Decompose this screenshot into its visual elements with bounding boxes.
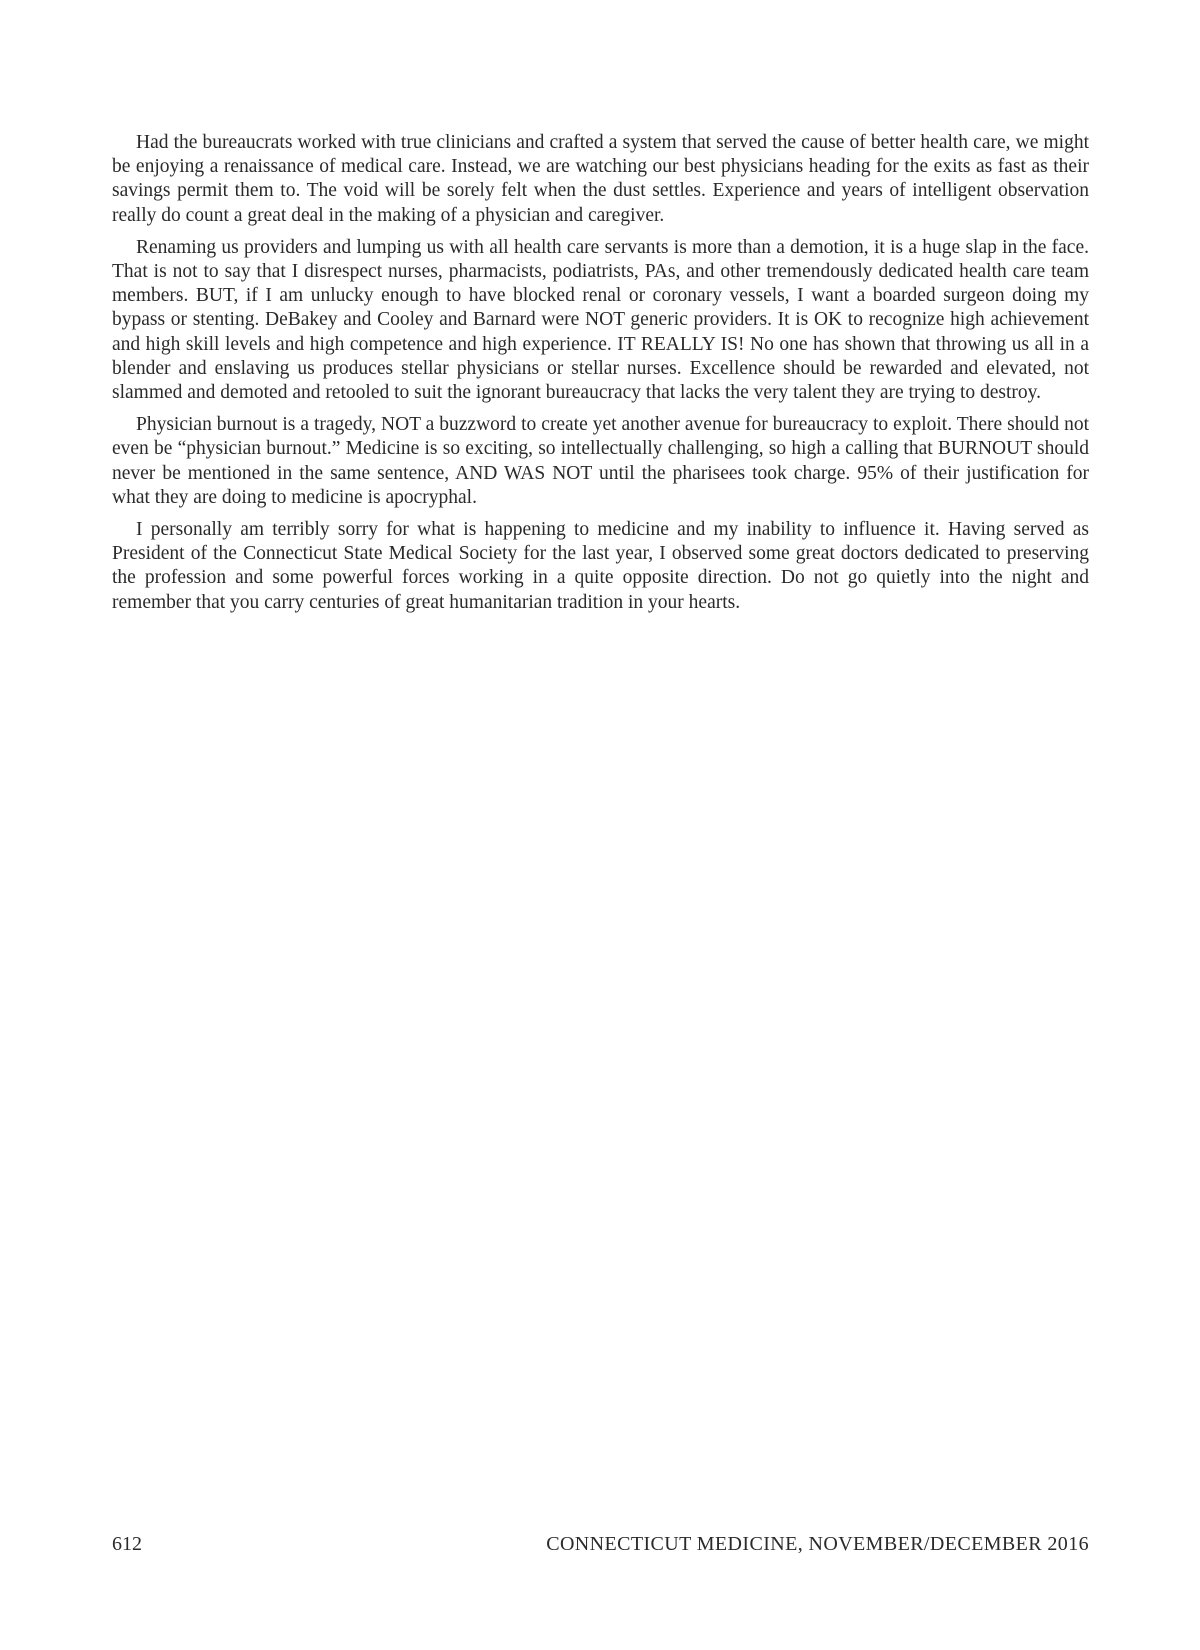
paragraph-bureaucrats: Had the bureaucrats worked with true clinicians and crafted a system that served the cause of better health care, we might be enjoying a renaissance of medical care. Instead, we are watching our best physicians heading for the exits as fast as their savings permit them to. The void will be sorely felt when the dust settles. Experience and years of intelligent observation really do count a great deal in the making of a physician and caregiver.	[112, 132, 1089, 226]
running-foot: CONNECTICUT MEDICINE, NOVEMBER/DECEMBER 2016	[546, 1533, 1089, 1555]
paragraph-providers: Renaming us providers and lumping us with all health care servants is more than a demotion, it is a huge slap in the face. That is not to say that I disrespect nurses, pharmacists, podiatrists, PAs, and other tremendously dedicated health care team members. BUT, if I am unlucky enough to have blocked renal or coronary vessels, I want a boarded surgeon doing my bypass or stenting. DeBakey and Cooley and Barnard were NOT generic providers. It is OK to recognize high achievement and high skill levels and high competence and high experience. IT REALLY IS! No one has shown that throwing us all in a blender and enslaving us produces stellar physicians or stellar nurses. Excellence should be rewarded and elevated, not slammed and demoted and retooled to suit the ignorant bureaucracy that lacks the very talent they are trying to destroy.	[112, 236, 1089, 404]
paragraph-closing: I personally am terribly sorry for what is happening to medicine and my inability to influence it. Having served as President of the Connecticut State Medical Society for the last year, I observed some great doctors dedicated to preserving the profession and some powerful forces working in a quite opposite direction. Do not go quietly into the night and remember that you carry centuries of great humanitarian tradition in your hearts.	[112, 519, 1089, 613]
page-number: 612	[112, 1533, 142, 1555]
paragraph-burnout: Physician burnout is a tragedy, NOT a buzzword to create yet another avenue for bureaucracy to exploit. There should not even be “physician burnout.” Medicine is so exciting, so intellectually challenging, so high a calling that BURNOUT should never be mentioned in the same sentence, AND WAS NOT until the pharisees took charge. 95% of their justification for what they are doing to medicine is apocryphal.	[112, 414, 1089, 508]
page-footer	[112, 1533, 1089, 1561]
article-body	[112, 131, 1089, 623]
